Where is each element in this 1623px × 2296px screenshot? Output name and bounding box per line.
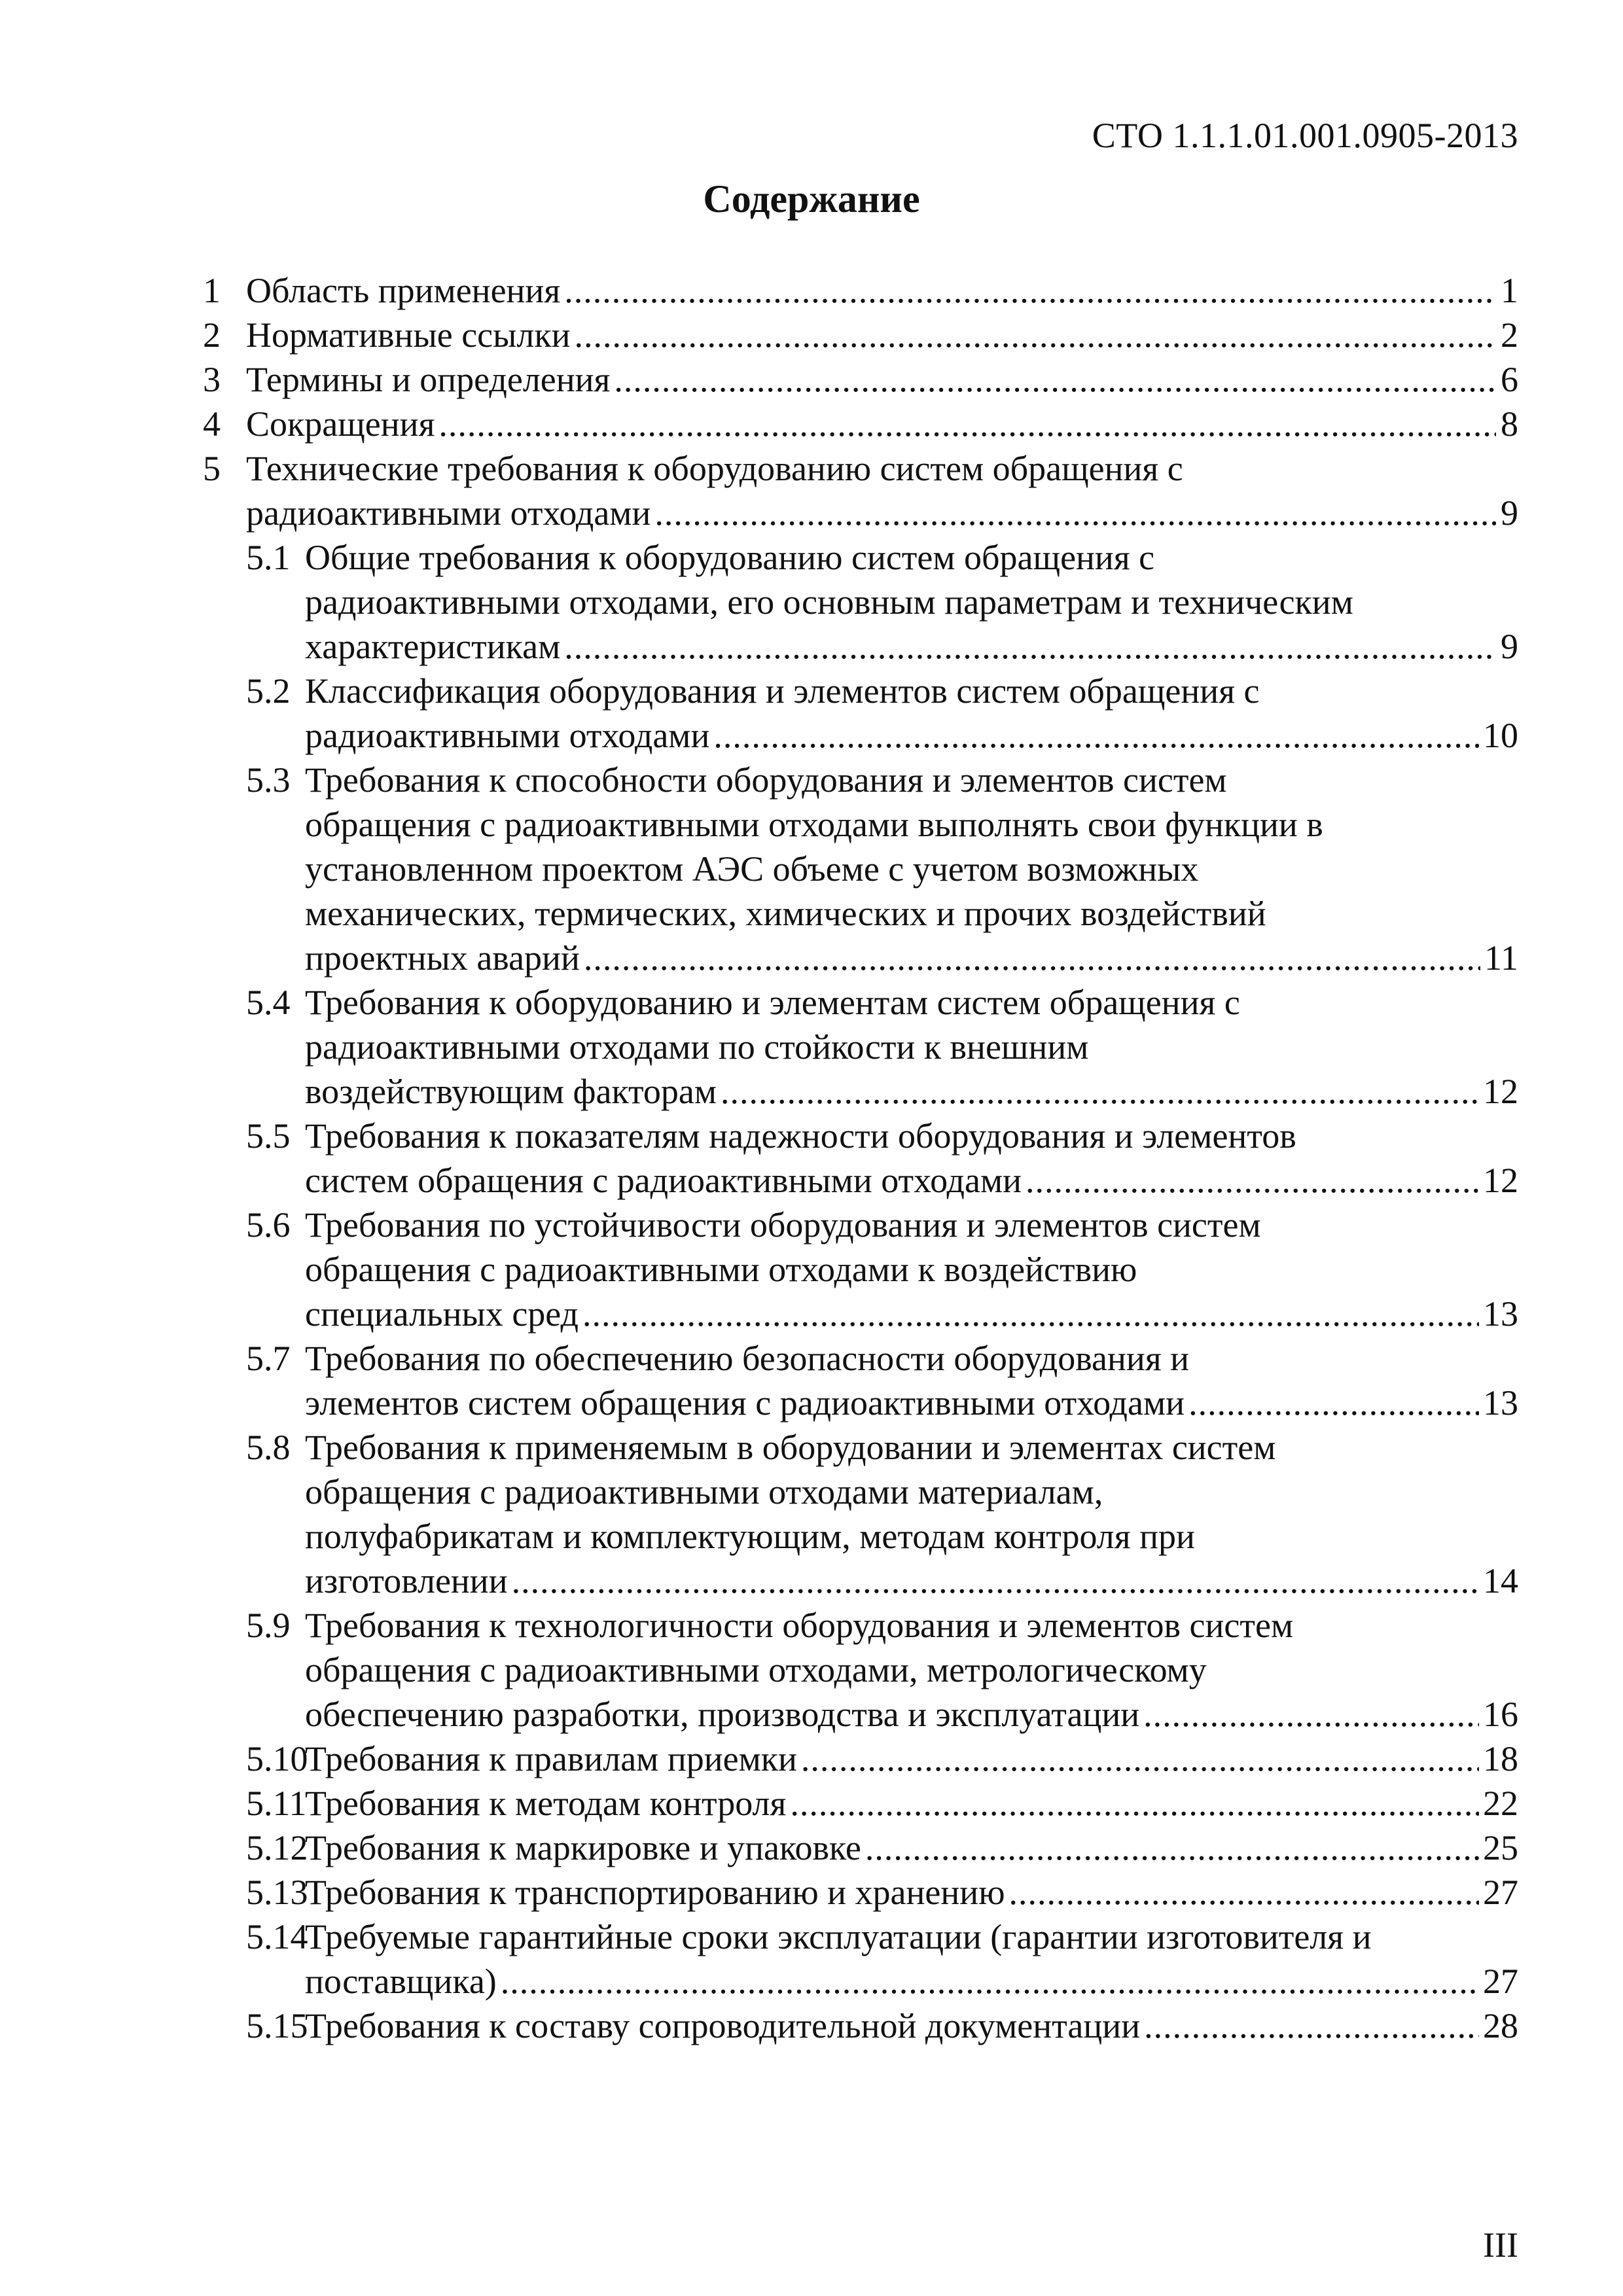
toc-entry-text: Требования к правилам приемки bbox=[305, 1739, 797, 1778]
dot-leader bbox=[575, 313, 1497, 357]
toc-entry-text: Область применения bbox=[246, 271, 561, 310]
toc-entry-last-line bbox=[246, 268, 1518, 313]
dot-leader bbox=[438, 402, 1496, 446]
toc-entry-text: Требования к способности оборудования и элементов систем bbox=[305, 760, 1227, 800]
dot-leader bbox=[564, 624, 1496, 669]
page-number: III bbox=[1483, 2225, 1518, 2265]
toc-entry[interactable] bbox=[203, 669, 1518, 758]
toc-entry-text: характеристикам bbox=[305, 627, 561, 666]
toc-entry-number: 5.8 bbox=[246, 1428, 291, 1467]
dot-leader bbox=[1009, 1870, 1479, 1915]
toc-entry-text: Термины и определения bbox=[246, 360, 611, 399]
toc-entry-text: элементов систем обращения с радиоактивными отходами bbox=[305, 1383, 1185, 1422]
toc-entry-text: обращения с радиоактивными отходами материалам, bbox=[305, 1472, 1103, 1511]
toc-entry-page: 13 bbox=[1483, 1383, 1518, 1422]
toc-entry-number: 5.15 bbox=[246, 2006, 308, 2045]
dot-leader bbox=[564, 268, 1496, 313]
toc-entry-number: 4 bbox=[203, 404, 221, 444]
toc-entry-text: радиоактивными отходами bbox=[246, 493, 651, 533]
toc-entry-text: Требования к транспортированию и хранению bbox=[305, 1873, 1005, 1912]
toc-entry-last-line bbox=[305, 1292, 1518, 1336]
toc-entry-text: Требуемые гарантийные сроки эксплуатации (гарантии изготовителя и bbox=[305, 1917, 1372, 1956]
toc-entry-page: 27 bbox=[1483, 1873, 1518, 1912]
toc-entry[interactable] bbox=[203, 1603, 1518, 1737]
toc-entry[interactable] bbox=[203, 1870, 1518, 1915]
toc-entry-last-line bbox=[305, 1381, 1518, 1425]
toc-entry-page: 25 bbox=[1483, 1828, 1518, 1867]
toc-entry[interactable] bbox=[203, 1737, 1518, 1781]
dot-leader bbox=[614, 357, 1496, 402]
dot-leader bbox=[582, 1292, 1479, 1336]
toc-entry-text: специальных сред bbox=[305, 1294, 579, 1333]
toc-entry-last-line bbox=[305, 1692, 1518, 1737]
toc-entry-page: 11 bbox=[1484, 938, 1518, 978]
toc-entry[interactable] bbox=[203, 402, 1518, 446]
table-of-contents bbox=[203, 268, 1518, 2048]
toc-entry-page: 13 bbox=[1483, 1294, 1518, 1333]
toc-entry-page: 1 bbox=[1501, 271, 1518, 310]
dot-leader bbox=[1144, 2004, 1479, 2048]
toc-entry-number: 5.10 bbox=[246, 1739, 308, 1778]
toc-entry-text: Требования по устойчивости оборудования и элементов систем bbox=[305, 1205, 1261, 1245]
toc-entry-number: 5.14 bbox=[246, 1917, 308, 1956]
toc-entry[interactable] bbox=[203, 1915, 1518, 2004]
toc-entry-last-line bbox=[305, 1959, 1518, 2004]
toc-entry-text: Нормативные ссылки bbox=[246, 315, 571, 355]
toc-entry-number: 5.2 bbox=[246, 671, 291, 711]
toc-entry-text: Требования к составу сопроводительной документации bbox=[305, 2006, 1141, 2045]
toc-entry-number: 5 bbox=[203, 449, 221, 488]
toc-entry[interactable] bbox=[203, 535, 1518, 669]
toc-entry-last-line bbox=[305, 1781, 1518, 1826]
toc-entry-number: 2 bbox=[203, 315, 221, 355]
toc-entry-page: 22 bbox=[1483, 1784, 1518, 1823]
toc-entry-text: Требования к методам контроля bbox=[305, 1784, 787, 1823]
toc-entry-number: 5.4 bbox=[246, 983, 291, 1022]
toc-entry-text: Требования к показателям надежности оборудования и элементов bbox=[305, 1116, 1296, 1156]
toc-entry-text: обращения с радиоактивными отходами, метрологическому bbox=[305, 1650, 1207, 1689]
toc-entry[interactable] bbox=[203, 1425, 1518, 1603]
toc-entry-text: проектных аварий bbox=[305, 938, 580, 978]
toc-entry-text: обращения с радиоактивными отходами выполнять свои функции в bbox=[305, 805, 1323, 844]
toc-entry[interactable] bbox=[203, 313, 1518, 357]
toc-entry-number: 3 bbox=[203, 360, 221, 399]
dot-leader bbox=[1026, 1158, 1479, 1203]
dot-leader bbox=[1143, 1692, 1479, 1737]
toc-entry-number: 5.9 bbox=[246, 1606, 291, 1645]
toc-entry-text: поставщика) bbox=[305, 1962, 497, 2001]
toc-entry-number: 5.6 bbox=[246, 1205, 291, 1245]
toc-entry[interactable] bbox=[203, 1781, 1518, 1826]
dot-leader bbox=[584, 936, 1480, 980]
dot-leader bbox=[713, 713, 1479, 758]
toc-entry-text: воздействующим факторам bbox=[305, 1072, 717, 1111]
toc-entry[interactable] bbox=[203, 357, 1518, 402]
toc-entry-last-line bbox=[305, 1737, 1518, 1781]
toc-entry[interactable] bbox=[203, 758, 1518, 980]
toc-entry-text: радиоактивными отходами, его основным параметрам и техническим bbox=[305, 582, 1353, 622]
toc-entry-page: 12 bbox=[1483, 1072, 1518, 1111]
toc-entry-text: полуфабрикатам и комплектующим, методам контроля при bbox=[305, 1517, 1195, 1556]
toc-entry-text: Сокращения bbox=[246, 404, 435, 444]
toc-entry-text: обеспечению разработки, производства и эксплуатации bbox=[305, 1695, 1140, 1734]
toc-entry-number: 1 bbox=[203, 271, 221, 310]
toc-entry-page: 27 bbox=[1483, 1962, 1518, 2001]
toc-entry-text: Требования по обеспечению безопасности оборудования и bbox=[305, 1339, 1190, 1378]
toc-title: Содержание bbox=[703, 177, 920, 221]
dot-leader bbox=[1188, 1381, 1479, 1425]
toc-entry-page: 6 bbox=[1501, 360, 1518, 399]
toc-entry[interactable] bbox=[203, 268, 1518, 313]
toc-entry-number: 5.12 bbox=[246, 1828, 308, 1867]
toc-entry-last-line bbox=[305, 936, 1518, 980]
toc-entry-text: Требования к технологичности оборудования и элементов систем bbox=[305, 1606, 1294, 1645]
toc-entry-page: 8 bbox=[1501, 404, 1518, 444]
toc-entry-last-line bbox=[305, 2004, 1518, 2048]
toc-entry-text: обращения с радиоактивными отходами к воздействию bbox=[305, 1250, 1137, 1289]
toc-entry-text: механических, термических, химических и прочих воздействий bbox=[305, 894, 1266, 933]
toc-entry-last-line bbox=[305, 1158, 1518, 1203]
toc-entry-text: Общие требования к оборудованию систем обращения с bbox=[305, 538, 1155, 577]
dot-leader bbox=[654, 491, 1496, 535]
toc-entry-page: 18 bbox=[1483, 1739, 1518, 1778]
toc-entry[interactable] bbox=[203, 980, 1518, 1114]
toc-entry[interactable] bbox=[203, 1826, 1518, 1870]
toc-entry-text: Технические требования к оборудованию систем обращения с bbox=[246, 449, 1183, 488]
dot-leader bbox=[512, 1559, 1479, 1603]
toc-entry-last-line bbox=[305, 1870, 1518, 1915]
toc-entry-number: 5.1 bbox=[246, 538, 291, 577]
toc-entry-text: систем обращения с радиоактивными отходами bbox=[305, 1161, 1022, 1200]
toc-entry-text: изготовлении bbox=[305, 1561, 508, 1600]
document-code: СТО 1.1.1.01.001.0905-2013 bbox=[1092, 116, 1518, 155]
toc-entry-text: радиоактивными отходами по стойкости к внешним bbox=[305, 1027, 1089, 1067]
toc-entry-last-line bbox=[246, 402, 1518, 446]
toc-entry-last-line bbox=[305, 1826, 1518, 1870]
toc-entry-page: 9 bbox=[1501, 493, 1518, 533]
toc-entry-text: Классификация оборудования и элементов систем обращения с bbox=[305, 671, 1260, 711]
toc-entry-text: Требования к оборудованию и элементам систем обращения с bbox=[305, 983, 1240, 1022]
toc-entry-last-line bbox=[246, 491, 1518, 535]
dot-leader bbox=[865, 1826, 1479, 1870]
toc-entry-last-line bbox=[305, 1559, 1518, 1603]
toc-entry-number: 5.7 bbox=[246, 1339, 291, 1378]
toc-entry[interactable] bbox=[203, 1114, 1518, 1203]
toc-entry-page: 28 bbox=[1483, 2006, 1518, 2045]
toc-entry[interactable] bbox=[203, 1203, 1518, 1336]
toc-entry-text: установленном проектом АЭС объеме с учетом возможных bbox=[305, 849, 1199, 889]
dot-leader bbox=[501, 1959, 1479, 2004]
toc-entry-last-line bbox=[246, 357, 1518, 402]
toc-entry-last-line bbox=[305, 713, 1518, 758]
toc-entry-text: Требования к применяемым в оборудовании и элементах систем bbox=[305, 1428, 1276, 1467]
toc-entry-number: 5.11 bbox=[246, 1784, 307, 1823]
dot-leader bbox=[790, 1781, 1479, 1826]
toc-entry-text: Требования к маркировке и упаковке bbox=[305, 1828, 861, 1867]
toc-entry-page: 2 bbox=[1501, 315, 1518, 355]
dot-leader bbox=[721, 1069, 1479, 1114]
toc-entry-number: 5.3 bbox=[246, 760, 291, 800]
toc-entry-number: 5.13 bbox=[246, 1873, 308, 1912]
toc-entry[interactable] bbox=[203, 2004, 1518, 2048]
toc-entry-page: 16 bbox=[1483, 1695, 1518, 1734]
toc-entry-page: 14 bbox=[1483, 1561, 1518, 1600]
toc-entry-number: 5.5 bbox=[246, 1116, 291, 1156]
toc-entry-text: радиоактивными отходами bbox=[305, 716, 710, 755]
toc-entry[interactable] bbox=[203, 1336, 1518, 1425]
toc-entry-last-line bbox=[305, 1069, 1518, 1114]
toc-entry-last-line bbox=[246, 313, 1518, 357]
toc-entry-page: 9 bbox=[1501, 627, 1518, 666]
toc-entry-page: 10 bbox=[1483, 716, 1518, 755]
dot-leader bbox=[801, 1737, 1479, 1781]
toc-entry[interactable] bbox=[203, 446, 1518, 535]
toc-entry-page: 12 bbox=[1483, 1161, 1518, 1200]
toc-entry-last-line bbox=[305, 624, 1518, 669]
